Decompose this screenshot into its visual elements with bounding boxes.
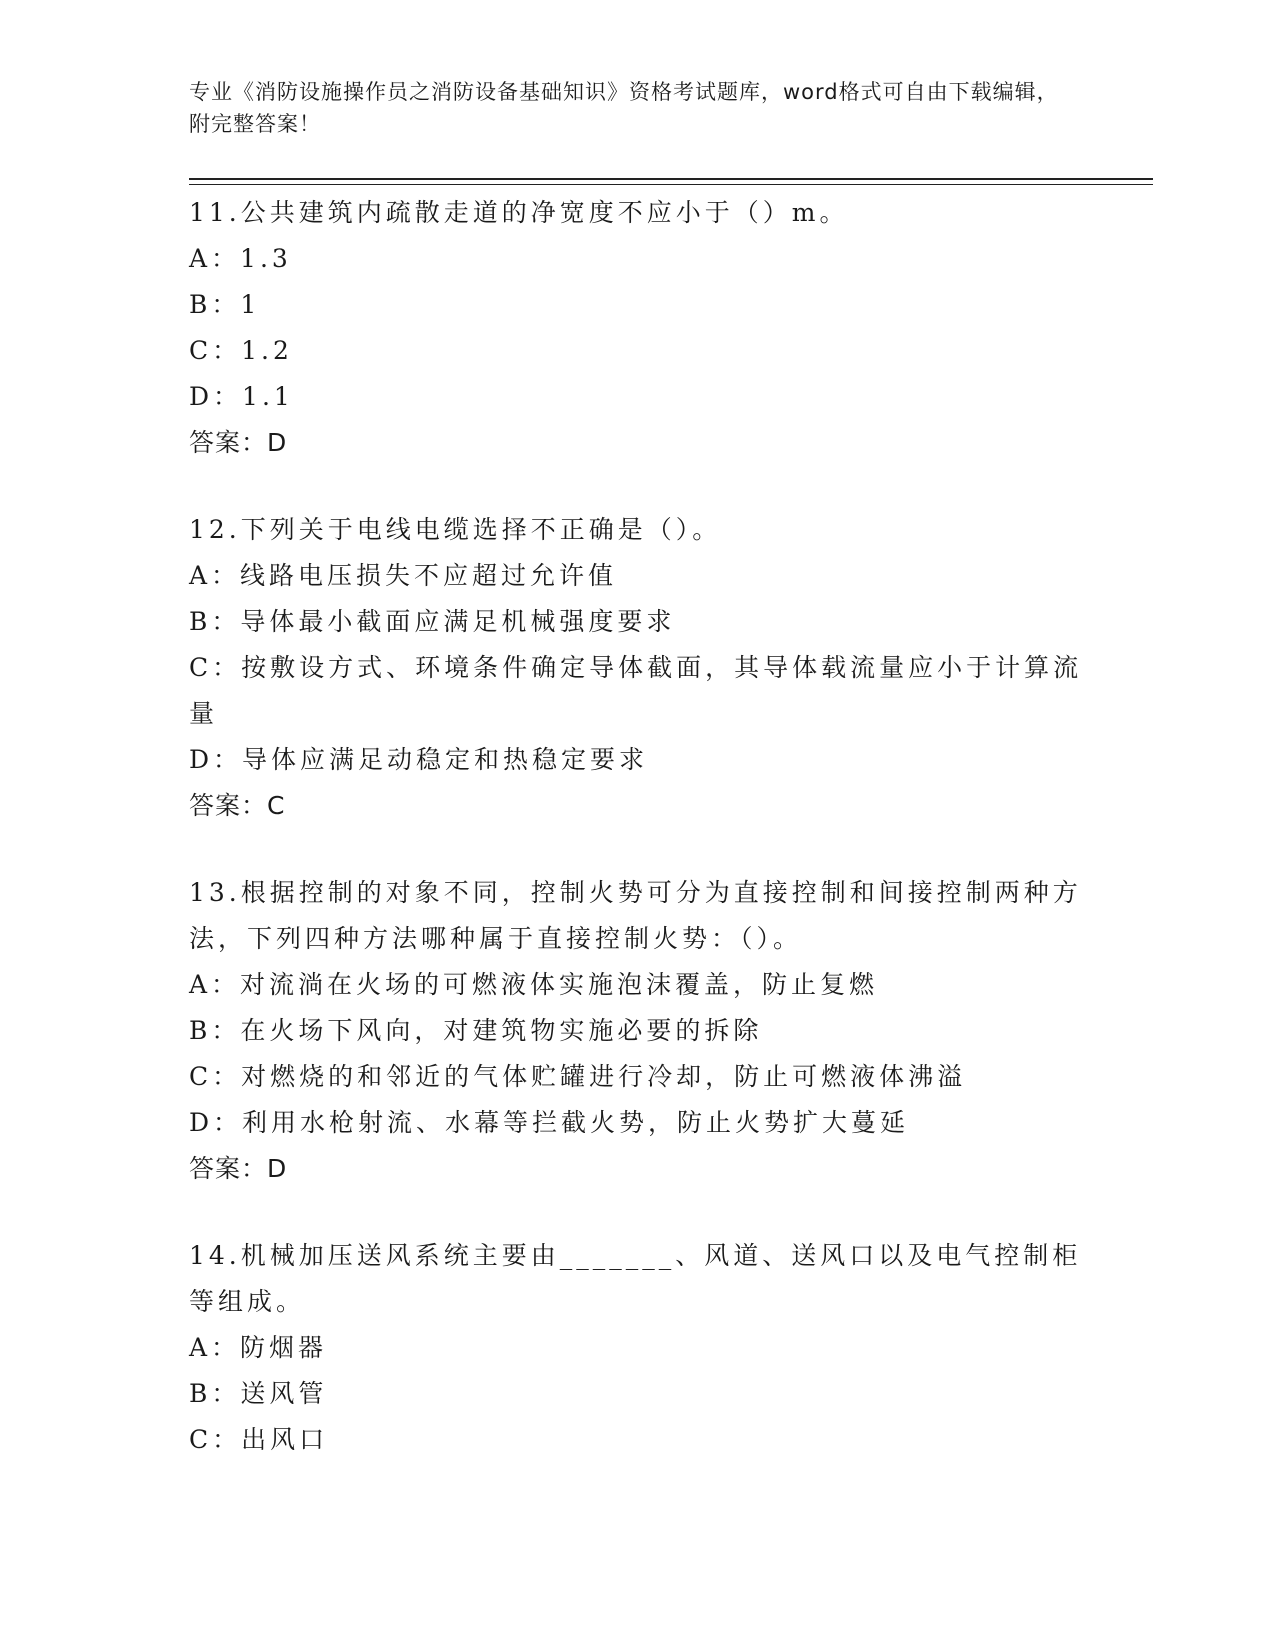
option-c: C：出风口 — [189, 1425, 329, 1454]
option-b: B：导体最小截面应满足机械强度要求 — [189, 607, 676, 636]
header-rule-thick — [189, 178, 1153, 180]
option-d: D：1.1 — [189, 382, 294, 411]
answer-line: 答案：D — [189, 1154, 288, 1183]
option-b: B：送风管 — [189, 1379, 328, 1408]
option-c: C：对燃烧的和邻近的气体贮罐进行冷却，防止可燃液体沸溢 — [189, 1062, 967, 1091]
question-stem: 11.公共建筑内疏散走道的净宽度不应小于（）m。 — [189, 198, 849, 227]
option-a: A：防烟器 — [189, 1333, 328, 1362]
question-list — [189, 190, 1089, 1504]
question-12 — [189, 507, 1089, 829]
document-header: 专业《消防设施操作员之消防设备基础知识》资格考试题库，word格式可自由下载编辑，附完整答案！ — [189, 80, 1059, 136]
option-c: C：按敷设方式、环境条件确定导体截面，其导体载流量应小于计算流量 — [189, 653, 1083, 728]
option-b: B：1 — [189, 290, 261, 319]
question-stem: 12.下列关于电线电缆选择不正确是（）。 — [189, 515, 722, 544]
option-b: B：在火场下风向，对建筑物实施必要的拆除 — [189, 1016, 763, 1045]
option-a: A：1.3 — [189, 244, 292, 273]
option-c: C：1.2 — [189, 336, 293, 365]
header-rule-thin — [189, 184, 1153, 185]
question-11 — [189, 190, 1089, 466]
option-a: A：对流淌在火场的可燃液体实施泡沫覆盖，防止复燃 — [189, 970, 879, 999]
question-13 — [189, 870, 1089, 1192]
option-d: D：利用水枪射流、水幕等拦截火势，防止火势扩大蔓延 — [189, 1108, 910, 1137]
question-stem: 13.根据控制的对象不同，控制火势可分为直接控制和间接控制两种方法，下列四种方法哪种属于直接控制火势：（）。 — [189, 878, 1082, 953]
answer-line: 答案：C — [189, 791, 286, 820]
option-d: D：导体应满足动稳定和热稳定要求 — [189, 745, 649, 774]
question-14 — [189, 1233, 1089, 1463]
option-a: A：线路电压损失不应超过允许值 — [189, 561, 618, 590]
answer-line: 答案：D — [189, 428, 288, 457]
question-stem: 14.机械加压送风系统主要由_______、风道、送风口以及电气控制柜等组成。 — [189, 1241, 1082, 1316]
